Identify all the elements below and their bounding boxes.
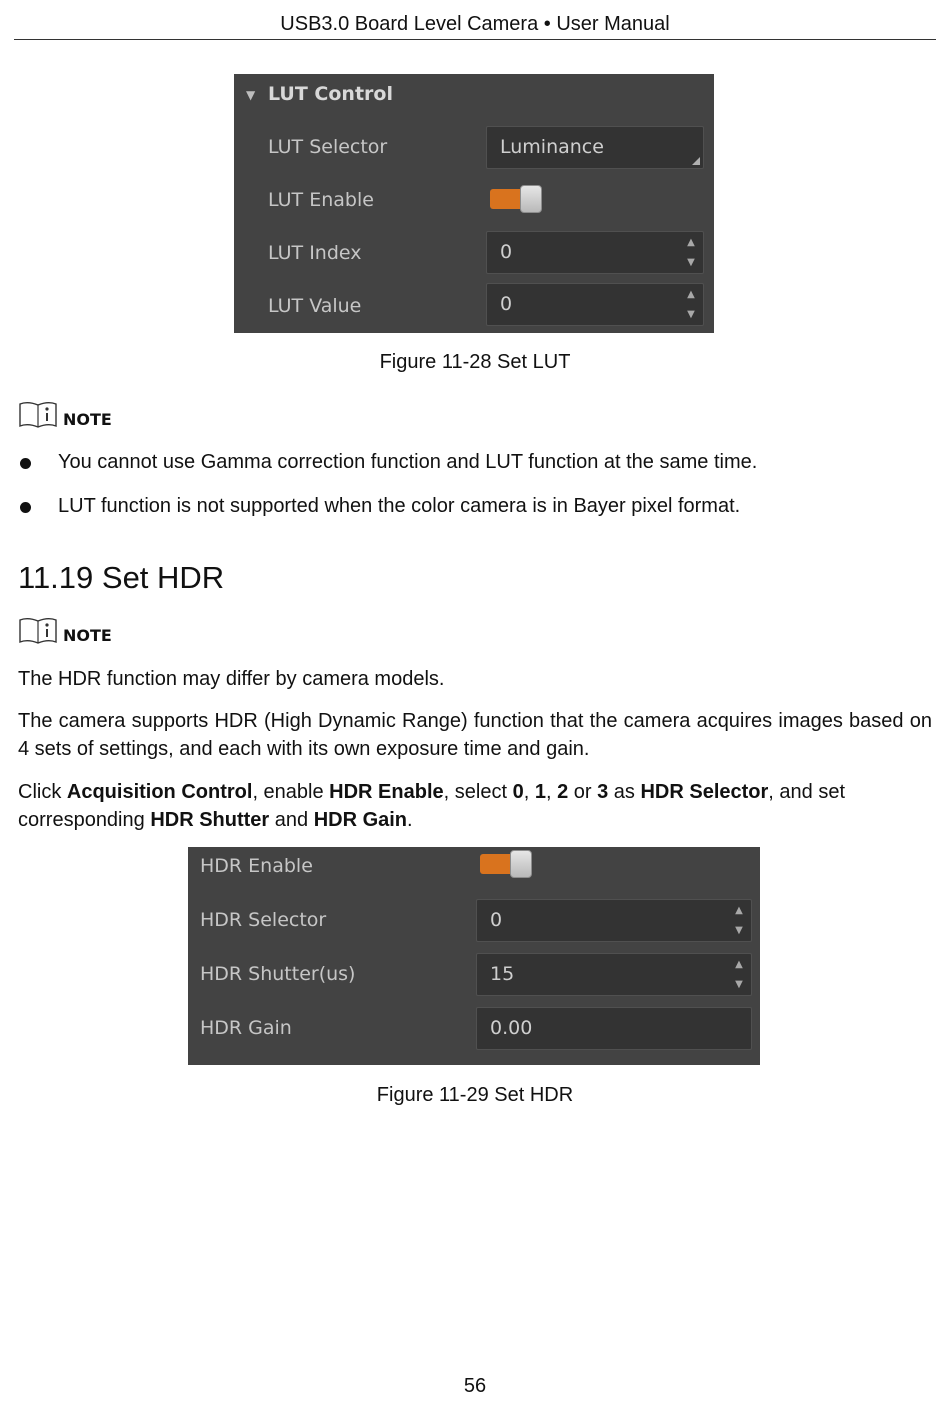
hdr-enable-label: HDR Enable [200,855,313,877]
text-run: . [407,809,413,831]
note-label: NOTE [63,410,112,429]
lut-value-input[interactable] [486,283,704,326]
text-run: , and set corresponding [18,781,845,831]
toggle-knob [510,850,532,878]
page-number: 56 [463,1375,487,1397]
text-run: , enable [252,781,330,803]
hdr-shutter-label: HDR Shutter(us) [200,963,356,985]
bullet-dot [20,502,31,513]
stepper-up-icon[interactable]: ▲ [735,959,743,970]
toggle-knob [520,185,542,213]
chevron-down-icon[interactable]: ▼ [246,88,256,102]
lut-index-label: LUT Index [268,242,362,264]
lut-value-value: 0 [500,293,513,315]
lut-selector-dropdown[interactable] [486,126,704,169]
note-item-text: You cannot use Gamma correction function and LUT function at the same time. [58,451,758,473]
figure-caption-hdr: Figure 11-29 Set HDR [376,1084,574,1106]
hdr-gain-label: HDR Gain [200,1017,292,1039]
note-block [18,616,218,646]
text-run: , [523,781,535,803]
lut-control-title[interactable]: LUT Control [268,83,393,105]
note-book-icon [18,616,58,646]
bold-run: 3 [597,781,609,803]
paragraph-instructions [18,778,932,834]
stepper-up-icon[interactable]: ▲ [687,237,695,248]
stepper-down-icon[interactable]: ▼ [735,979,743,990]
stepper-up-icon[interactable]: ▲ [687,289,695,300]
text-run: as [608,781,641,803]
stepper-down-icon[interactable]: ▼ [687,309,695,320]
lut-selector-value: Luminance [500,136,604,158]
hdr-selector-label: HDR Selector [200,909,327,931]
figure-caption-lut: Figure 11-28 Set LUT [379,351,571,373]
bullet-dot [20,458,31,469]
bold-run: 1 [534,781,546,803]
stepper-up-icon[interactable]: ▲ [735,905,743,916]
lut-control-panel [234,74,714,333]
stepper-down-icon[interactable]: ▼ [735,925,743,936]
note-item-text: LUT function is not supported when the color camera is in Bayer pixel format. [58,495,741,517]
lut-value-stepper[interactable] [685,290,697,320]
lut-index-input[interactable] [486,231,704,274]
text-run: and [269,809,314,831]
lut-selector-label: LUT Selector [268,136,388,158]
text-run: , select [443,781,513,803]
note-book-icon [18,400,58,430]
toggle-on-track [480,854,514,874]
hdr-settings-panel [188,847,760,1065]
bold-run: 0 [512,781,524,803]
note-block [18,400,218,430]
hdr-selector-input[interactable] [476,899,752,942]
dropdown-corner-icon [692,157,700,165]
text-run: or [568,781,598,803]
bold-run: HDR Gain [313,809,408,831]
hdr-gain-input[interactable] [476,1007,752,1050]
text-run: , [545,781,558,803]
lut-index-stepper[interactable] [685,238,697,268]
paragraph-model-note: The HDR function may differ by camera models. [18,668,445,690]
stepper-down-icon[interactable]: ▼ [687,257,695,268]
header-title: USB3.0 Board Level Camera • User Manual [280,13,670,35]
hdr-selector-stepper[interactable] [733,906,745,936]
lut-enable-label: LUT Enable [268,189,374,211]
page-header [14,10,936,40]
bold-run: 2 [557,781,569,803]
bold-run: HDR Shutter [150,809,270,831]
bold-run: Acquisition Control [66,781,253,803]
hdr-enable-toggle[interactable] [480,849,534,879]
bold-run: HDR Enable [329,781,444,803]
lut-enable-toggle[interactable] [490,184,544,214]
note-label: NOTE [63,626,112,645]
hdr-gain-value: 0.00 [490,1017,533,1039]
hdr-selector-value: 0 [490,909,503,931]
hdr-shutter-stepper[interactable] [733,960,745,990]
paragraph-hdr-description: The camera supports HDR (High Dynamic Range) function that the camera acquires images based on 4 sets of settings, and each with its own exposure time and gain. [18,710,932,760]
lut-index-value: 0 [500,241,513,263]
text-run: Click [18,781,67,803]
toggle-on-track [490,189,524,209]
bold-run: HDR Selector [640,781,769,803]
hdr-shutter-value: 15 [490,963,515,985]
hdr-shutter-input[interactable] [476,953,752,996]
lut-value-label: LUT Value [268,295,362,317]
section-heading: 11.19 Set HDR [18,560,225,595]
